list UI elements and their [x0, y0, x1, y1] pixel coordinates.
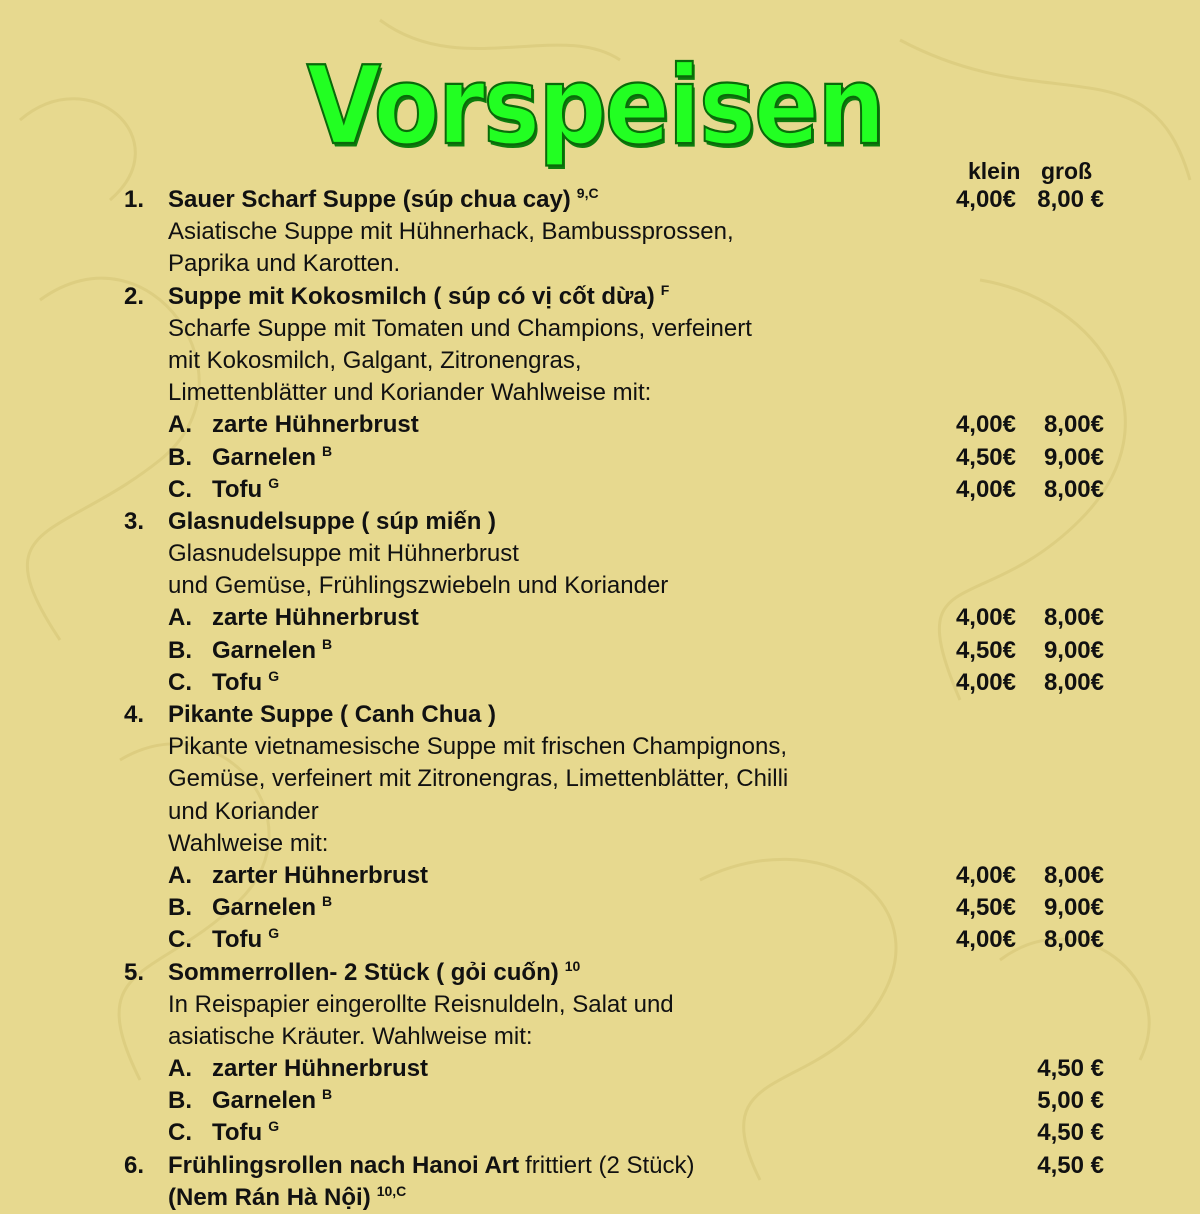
item-description-line	[0, 828, 1200, 860]
item-subtitle-line	[0, 1182, 1200, 1214]
option-row	[0, 1053, 1200, 1085]
option-letter: B.	[168, 1087, 192, 1115]
item-name: Suppe mit Kokosmilch ( súp có vị cốt dừa)	[168, 282, 655, 310]
option-name: Garnelen	[212, 1087, 317, 1115]
option-row	[0, 474, 1200, 506]
option-name: zarter Hühnerbrust	[212, 861, 429, 889]
item-description: Paprika und Karotten.	[168, 250, 401, 278]
option-name-wrap	[212, 602, 419, 634]
option-row	[0, 860, 1200, 892]
item-description-line	[0, 538, 1200, 570]
allergen-codes: G	[268, 667, 280, 684]
option-name: Tofu	[212, 668, 263, 696]
item-subtitle-wrap	[168, 1182, 406, 1214]
option-name-wrap	[212, 892, 332, 924]
price-small: 4,50€	[955, 636, 1016, 664]
item-description: Scharfe Suppe mit Tomaten und Champions, verfeinert	[168, 314, 752, 342]
option-letter: B.	[168, 636, 192, 664]
allergen-codes: 10	[564, 957, 581, 974]
price-large: 9,00€	[1043, 894, 1104, 922]
option-name: Tofu	[212, 926, 263, 954]
allergen-codes: G	[268, 474, 280, 491]
price-small: 4,00€	[955, 475, 1016, 503]
price-small: 4,50€	[955, 443, 1016, 471]
item-name: Pikante Suppe ( Canh Chua )	[168, 701, 497, 728]
price-large: 5,00 €	[1037, 1087, 1104, 1115]
option-name-wrap	[212, 860, 428, 892]
allergen-codes: G	[268, 925, 280, 942]
item-description-line	[0, 796, 1200, 828]
option-name: zarte Hühnerbrust	[212, 604, 419, 632]
option-name-wrap	[212, 667, 279, 699]
price-small: 4,00€	[955, 861, 1016, 889]
option-name-wrap	[212, 1117, 279, 1149]
price-large: 8,00€	[1043, 668, 1104, 696]
option-letter: C.	[168, 475, 192, 503]
item-description: Pikante vietnamesische Suppe mit frischen Champignons,	[168, 733, 787, 761]
option-row	[0, 602, 1200, 634]
item-name-suffix: frittiert (2 Stück)	[525, 1151, 695, 1179]
menu-item-heading	[0, 184, 1200, 216]
price-large: 4,50 €	[1037, 1119, 1104, 1147]
item-number: 2.	[124, 282, 145, 310]
option-row	[0, 924, 1200, 956]
option-row	[0, 1117, 1200, 1149]
price-small: 4,00€	[955, 604, 1016, 632]
option-letter: A.	[168, 1055, 192, 1083]
item-name-line	[168, 699, 496, 731]
option-row	[0, 1085, 1200, 1117]
item-number: 3.	[124, 507, 145, 535]
allergen-codes: B	[322, 635, 333, 652]
item-description: mit Kokosmilch, Galgant, Zitronengras,	[168, 346, 582, 374]
item-description: Glasnudelsuppe mit Hühnerbrust	[168, 540, 519, 568]
item-description-line	[0, 345, 1200, 377]
price-large: 8,00€	[1043, 926, 1104, 954]
price-small: 4,00€	[955, 926, 1016, 954]
item-description: und Gemüse, Frühlingszwiebeln und Koriander	[168, 572, 669, 600]
item-name-line	[168, 957, 580, 989]
menu-item-heading	[0, 957, 1200, 989]
option-name: Tofu	[212, 1119, 263, 1147]
allergen-codes: G	[268, 1118, 280, 1135]
menu-item-heading	[0, 1150, 1200, 1182]
item-number: 1.	[124, 186, 145, 213]
option-row	[0, 409, 1200, 441]
price-large: 4,50 €	[1037, 1055, 1104, 1083]
option-name-wrap	[212, 474, 279, 506]
item-description-line	[0, 248, 1200, 280]
item-description: Wahlweise mit:	[168, 829, 329, 857]
item-description-line	[0, 1021, 1200, 1053]
option-letter: A.	[168, 861, 192, 889]
allergen-codes: B	[322, 1086, 333, 1103]
item-description-line	[0, 313, 1200, 345]
price-small: 4,50€	[955, 894, 1016, 922]
item-name-line	[168, 506, 496, 538]
option-name-wrap	[212, 409, 419, 441]
allergen-codes: B	[322, 893, 333, 910]
allergen-codes: 10,C	[376, 1182, 407, 1199]
price-large: 4,50 €	[1037, 1151, 1104, 1179]
item-name: Frühlingsrollen nach Hanoi Art	[168, 1151, 520, 1179]
menu-list	[0, 184, 1200, 1214]
item-description-line	[0, 570, 1200, 602]
item-description: In Reispapier eingerollte Reisnuldeln, Salat und	[168, 990, 674, 1018]
item-name-line	[168, 1150, 695, 1182]
item-description-line	[0, 989, 1200, 1021]
option-name: Garnelen	[212, 636, 317, 664]
allergen-codes: F	[660, 281, 670, 298]
item-name-line	[168, 281, 669, 313]
price-large: 8,00€	[1043, 411, 1104, 439]
option-letter: A.	[168, 604, 192, 632]
option-name: zarte Hühnerbrust	[212, 411, 419, 439]
item-number: 4.	[124, 701, 145, 728]
price-small: 4,00€	[955, 186, 1016, 213]
option-name: Tofu	[212, 475, 263, 503]
option-letter: C.	[168, 926, 192, 954]
item-description-line	[0, 763, 1200, 795]
item-name: Glasnudelsuppe ( súp miến )	[168, 507, 497, 535]
option-name: Garnelen	[212, 443, 317, 471]
option-name-wrap	[212, 635, 332, 667]
item-description: und Koriander	[168, 797, 319, 825]
column-header-large: groß	[1041, 158, 1093, 184]
price-small: 4,00€	[955, 411, 1016, 439]
menu-item-heading	[0, 281, 1200, 313]
option-row	[0, 892, 1200, 924]
allergen-codes: B	[322, 442, 333, 459]
option-name-wrap	[212, 924, 279, 956]
menu-item-heading	[0, 506, 1200, 538]
option-name: Garnelen	[212, 894, 317, 922]
price-large: 8,00€	[1043, 475, 1104, 503]
item-name: Sauer Scharf Suppe (súp chua cay)	[168, 186, 571, 213]
item-description: asiatische Kräuter. Wahlweise mit:	[168, 1022, 533, 1050]
option-row	[0, 667, 1200, 699]
item-subtitle: (Nem Rán Hà Nội)	[168, 1183, 371, 1211]
price-large: 9,00€	[1043, 636, 1104, 664]
item-description: Asiatische Suppe mit Hühnerhack, Bambussprossen,	[168, 218, 734, 246]
item-description-line	[0, 377, 1200, 409]
price-large: 8,00€	[1043, 604, 1104, 632]
item-name: Sommerrollen- 2 Stück ( gỏi cuốn)	[168, 958, 559, 986]
option-name-wrap	[212, 442, 332, 474]
item-description: Limettenblätter und Koriander Wahlweise mit:	[168, 379, 652, 407]
option-name-wrap	[212, 1053, 428, 1085]
option-row	[0, 635, 1200, 667]
price-small: 4,00€	[955, 668, 1016, 696]
option-letter: A.	[168, 411, 192, 439]
item-name-line	[168, 184, 599, 216]
option-row	[0, 442, 1200, 474]
option-letter: B.	[168, 894, 192, 922]
item-description: Gemüse, verfeinert mit Zitronengras, Limettenblätter, Chilli	[168, 765, 789, 793]
item-description-line	[0, 216, 1200, 248]
item-number: 5.	[124, 958, 145, 986]
price-large: 9,00€	[1043, 443, 1104, 471]
allergen-codes: 9,C	[576, 185, 599, 201]
price-large: 8,00€	[1043, 861, 1104, 889]
option-letter: C.	[168, 1119, 192, 1147]
item-number: 6.	[124, 1151, 145, 1179]
option-name-wrap	[212, 1085, 332, 1117]
option-letter: C.	[168, 668, 192, 696]
option-name: zarter Hühnerbrust	[212, 1055, 429, 1083]
option-letter: B.	[168, 443, 192, 471]
item-description-line	[0, 731, 1200, 763]
column-header-small: klein	[968, 158, 1021, 184]
price-large: 8,00 €	[1037, 186, 1104, 213]
page-title: Vorspeisen	[306, 43, 884, 169]
menu-item-heading	[0, 699, 1200, 731]
